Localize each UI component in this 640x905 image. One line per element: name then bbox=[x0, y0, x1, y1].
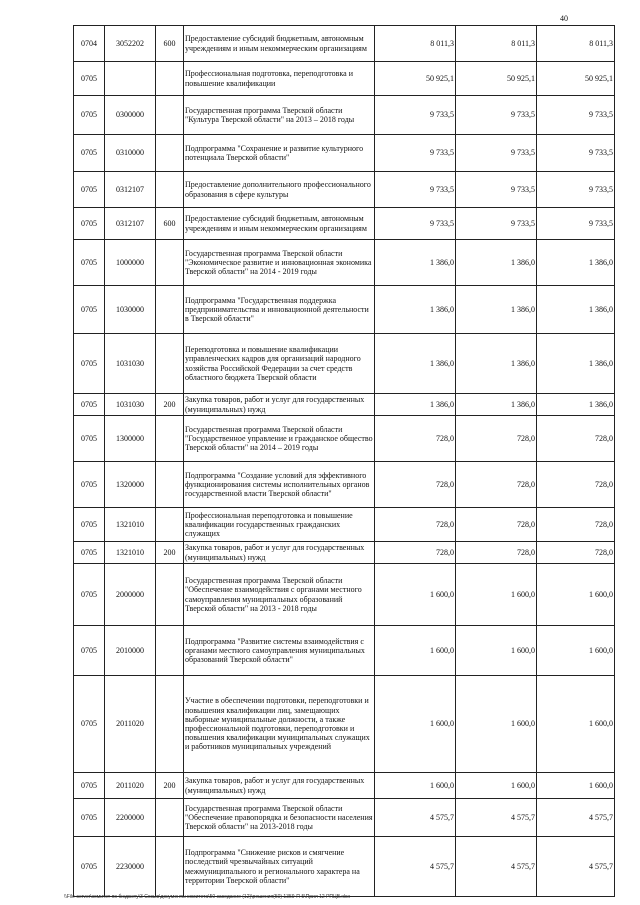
expense-type-cell bbox=[156, 286, 184, 334]
table-row bbox=[74, 773, 615, 799]
amount-year2-cell: 1 600,0 bbox=[456, 773, 537, 799]
expense-type-cell: 200 bbox=[156, 773, 184, 799]
amount-year1-cell: 1 600,0 bbox=[375, 773, 456, 799]
amount-year3-cell: 9 733,5 bbox=[537, 96, 615, 135]
target-article-cell: 1030000 bbox=[105, 286, 156, 334]
amount-year2-cell: 728,0 bbox=[456, 462, 537, 508]
expense-type-cell: 600 bbox=[156, 208, 184, 240]
amount-year2-cell: 1 386,0 bbox=[456, 334, 537, 394]
expense-type-cell bbox=[156, 508, 184, 542]
target-article-cell: 2010000 bbox=[105, 626, 156, 676]
amount-year1-cell: 1 386,0 bbox=[375, 286, 456, 334]
target-article-cell: 1000000 bbox=[105, 240, 156, 286]
amount-year1-cell: 1 600,0 bbox=[375, 676, 456, 773]
item-name-cell: Предоставление дополнительного профессионального образования в сфере культуры bbox=[184, 172, 375, 208]
amount-year3-cell: 9 733,5 bbox=[537, 172, 615, 208]
target-article-cell: 0310000 bbox=[105, 135, 156, 172]
amount-year2-cell: 728,0 bbox=[456, 542, 537, 564]
item-name-cell: Профессиональная подготовка, переподготовка и повышение квалификации bbox=[184, 62, 375, 96]
section-code-cell: 0705 bbox=[74, 676, 105, 773]
target-article-cell: 0312107 bbox=[105, 208, 156, 240]
section-code-cell: 0705 bbox=[74, 135, 105, 172]
amount-year3-cell: 728,0 bbox=[537, 542, 615, 564]
amount-year2-cell: 1 386,0 bbox=[456, 286, 537, 334]
item-name-cell: Переподготовка и повышение квалификации управленческих кадров для организаций народного хозяйства Российской Федерации за счет средств областного бюджета Тверской области bbox=[184, 334, 375, 394]
table-row bbox=[74, 564, 615, 626]
target-article-cell: 1321010 bbox=[105, 542, 156, 564]
table-row bbox=[74, 837, 615, 897]
target-article-cell: 1320000 bbox=[105, 462, 156, 508]
table-row bbox=[74, 240, 615, 286]
expense-type-cell bbox=[156, 135, 184, 172]
amount-year1-cell: 728,0 bbox=[375, 416, 456, 462]
item-name-cell: Закупка товаров, работ и услуг для государственных (муниципальных) нужд bbox=[184, 394, 375, 416]
amount-year3-cell: 4 575,7 bbox=[537, 837, 615, 897]
target-article-cell: 2000000 bbox=[105, 564, 156, 626]
amount-year2-cell: 728,0 bbox=[456, 416, 537, 462]
target-article-cell: 2011020 bbox=[105, 676, 156, 773]
section-code-cell: 0705 bbox=[74, 240, 105, 286]
amount-year3-cell: 9 733,5 bbox=[537, 135, 615, 172]
expense-type-cell bbox=[156, 172, 184, 208]
expense-type-cell: 200 bbox=[156, 542, 184, 564]
amount-year1-cell: 728,0 bbox=[375, 508, 456, 542]
item-name-cell: Подпрограмма "Государственная поддержка предпринимательства и инновационной деятельности в Тверской области" bbox=[184, 286, 375, 334]
item-name-cell: Подпрограмма "Снижение рисков и смягчение последствий чрезвычайных ситуаций межмуниципального и регионального характера на территории Тверской области" bbox=[184, 837, 375, 897]
budget-table bbox=[73, 25, 615, 897]
expense-type-cell bbox=[156, 564, 184, 626]
amount-year1-cell: 4 575,7 bbox=[375, 837, 456, 897]
section-code-cell: 0705 bbox=[74, 462, 105, 508]
item-name-cell: Государственная программа Тверской области "Культура Тверской области" на 2013 – 2018 годы bbox=[184, 96, 375, 135]
target-article-cell bbox=[105, 62, 156, 96]
target-article-cell: 0300000 bbox=[105, 96, 156, 135]
amount-year3-cell: 1 600,0 bbox=[537, 564, 615, 626]
table-row bbox=[74, 394, 615, 416]
amount-year2-cell: 4 575,7 bbox=[456, 837, 537, 897]
expense-type-cell bbox=[156, 62, 184, 96]
amount-year1-cell: 9 733,5 bbox=[375, 135, 456, 172]
target-article-cell: 2011020 bbox=[105, 773, 156, 799]
table-row bbox=[74, 799, 615, 837]
amount-year1-cell: 1 600,0 bbox=[375, 626, 456, 676]
amount-year3-cell: 1 386,0 bbox=[537, 394, 615, 416]
section-code-cell: 0705 bbox=[74, 286, 105, 334]
expense-type-cell: 600 bbox=[156, 26, 184, 62]
section-code-cell: 0705 bbox=[74, 542, 105, 564]
amount-year3-cell: 1 600,0 bbox=[537, 626, 615, 676]
target-article-cell: 0312107 bbox=[105, 172, 156, 208]
item-name-cell: Подпрограмма "Сохранение и развитие культурного потенциала Тверской области" bbox=[184, 135, 375, 172]
table-row bbox=[74, 135, 615, 172]
amount-year1-cell: 50 925,1 bbox=[375, 62, 456, 96]
page-number: 40 bbox=[560, 14, 568, 23]
amount-year3-cell: 1 386,0 bbox=[537, 334, 615, 394]
item-name-cell: Государственная программа Тверской области "Обеспечение взаимодействия с органами местного самоуправления муниципальных образований Тверской области" на 2013 - 2018 годы bbox=[184, 564, 375, 626]
amount-year3-cell: 4 575,7 bbox=[537, 799, 615, 837]
section-code-cell: 0705 bbox=[74, 334, 105, 394]
item-name-cell: Участие в обеспечении подготовки, переподготовки и повышения квалификации лиц, замещающих выборные муниципальные должности, а также профессиональной подготовки, переподготовки и повышения квалификации муниципальных служащих и работников муниципальных учреждений bbox=[184, 676, 375, 773]
amount-year2-cell: 9 733,5 bbox=[456, 172, 537, 208]
table-row bbox=[74, 172, 615, 208]
item-name-cell: Предоставление субсидий бюджетным, автономным учреждениям и иным некоммерческим организациям bbox=[184, 26, 375, 62]
item-name-cell: Подпрограмма "Развитие системы взаимодействия с органами местного самоуправления муниципальных образований Тверской области" bbox=[184, 626, 375, 676]
amount-year1-cell: 1 386,0 bbox=[375, 334, 456, 394]
amount-year1-cell: 9 733,5 bbox=[375, 208, 456, 240]
section-code-cell: 0705 bbox=[74, 96, 105, 135]
amount-year2-cell: 50 925,1 bbox=[456, 62, 537, 96]
amount-year3-cell: 8 011,3 bbox=[537, 26, 615, 62]
expense-type-cell bbox=[156, 240, 184, 286]
amount-year3-cell: 728,0 bbox=[537, 462, 615, 508]
amount-year1-cell: 9 733,5 bbox=[375, 172, 456, 208]
table-row bbox=[74, 542, 615, 564]
section-code-cell: 0705 bbox=[74, 416, 105, 462]
table-row bbox=[74, 26, 615, 62]
amount-year2-cell: 9 733,5 bbox=[456, 96, 537, 135]
amount-year3-cell: 1 600,0 bbox=[537, 773, 615, 799]
amount-year1-cell: 1 386,0 bbox=[375, 394, 456, 416]
expense-type-cell bbox=[156, 626, 184, 676]
amount-year3-cell: 50 925,1 bbox=[537, 62, 615, 96]
amount-year3-cell: 1 600,0 bbox=[537, 676, 615, 773]
amount-year2-cell: 9 733,5 bbox=[456, 135, 537, 172]
table-row bbox=[74, 62, 615, 96]
amount-year2-cell: 1 600,0 bbox=[456, 676, 537, 773]
item-name-cell: Государственная программа Тверской области "Экономическое развитие и инновационная экономика Тверской области" на 2014 - 2019 годы bbox=[184, 240, 375, 286]
amount-year3-cell: 1 386,0 bbox=[537, 240, 615, 286]
amount-year3-cell: 728,0 bbox=[537, 508, 615, 542]
item-name-cell: Профессиональная переподготовка и повышение квалификации государственных гражданских служащих bbox=[184, 508, 375, 542]
section-code-cell: 0705 bbox=[74, 208, 105, 240]
expense-type-cell bbox=[156, 799, 184, 837]
expense-type-cell: 200 bbox=[156, 394, 184, 416]
section-code-cell: 0705 bbox=[74, 773, 105, 799]
amount-year1-cell: 8 011,3 bbox=[375, 26, 456, 62]
expense-type-cell bbox=[156, 676, 184, 773]
amount-year2-cell: 728,0 bbox=[456, 508, 537, 542]
table-row bbox=[74, 508, 615, 542]
section-code-cell: 0705 bbox=[74, 62, 105, 96]
section-code-cell: 0705 bbox=[74, 394, 105, 416]
target-article-cell: 3052202 bbox=[105, 26, 156, 62]
amount-year2-cell: 8 011,3 bbox=[456, 26, 537, 62]
table-row bbox=[74, 676, 615, 773]
amount-year2-cell: 1 386,0 bbox=[456, 240, 537, 286]
item-name-cell: Предоставление субсидий бюджетным, автономным учреждениям и иным некоммерческим организациям bbox=[184, 208, 375, 240]
item-name-cell: Государственная программа Тверской области "Обеспечение правопорядка и безопасности населения Тверской области" на 2013-2018 годы bbox=[184, 799, 375, 837]
section-code-cell: 0705 bbox=[74, 564, 105, 626]
expense-type-cell bbox=[156, 96, 184, 135]
table-row bbox=[74, 96, 615, 135]
table-row bbox=[74, 416, 615, 462]
amount-year1-cell: 9 733,5 bbox=[375, 96, 456, 135]
item-name-cell: Закупка товаров, работ и услуг для государственных (муниципальных) нужд bbox=[184, 773, 375, 799]
section-code-cell: 0705 bbox=[74, 626, 105, 676]
amount-year3-cell: 728,0 bbox=[537, 416, 615, 462]
expense-type-cell bbox=[156, 837, 184, 897]
table-row bbox=[74, 462, 615, 508]
section-code-cell: 0704 bbox=[74, 26, 105, 62]
target-article-cell: 1300000 bbox=[105, 416, 156, 462]
target-article-cell: 1321010 bbox=[105, 508, 156, 542]
amount-year3-cell: 9 733,5 bbox=[537, 208, 615, 240]
amount-year1-cell: 1 600,0 bbox=[375, 564, 456, 626]
amount-year1-cell: 728,0 bbox=[375, 462, 456, 508]
amount-year2-cell: 4 575,7 bbox=[456, 799, 537, 837]
amount-year2-cell: 1 600,0 bbox=[456, 564, 537, 626]
amount-year2-cell: 1 386,0 bbox=[456, 394, 537, 416]
amount-year2-cell: 9 733,5 bbox=[456, 208, 537, 240]
table-row bbox=[74, 208, 615, 240]
target-article-cell: 2200000 bbox=[105, 799, 156, 837]
table-row bbox=[74, 286, 615, 334]
table-row bbox=[74, 334, 615, 394]
amount-year1-cell: 728,0 bbox=[375, 542, 456, 564]
item-name-cell: Подпрограмма "Создание условий для эффективного функционирования системы исполнительных органов государственной власти Тверской области" bbox=[184, 462, 375, 508]
expense-type-cell bbox=[156, 462, 184, 508]
amount-year1-cell: 1 386,0 bbox=[375, 240, 456, 286]
amount-year3-cell: 1 386,0 bbox=[537, 286, 615, 334]
amount-year2-cell: 1 600,0 bbox=[456, 626, 537, 676]
section-code-cell: 0705 bbox=[74, 508, 105, 542]
target-article-cell: 1031030 bbox=[105, 334, 156, 394]
expense-type-cell bbox=[156, 416, 184, 462]
section-code-cell: 0705 bbox=[74, 837, 105, 897]
target-article-cell: 2230000 bbox=[105, 837, 156, 897]
target-article-cell: 1031030 bbox=[105, 394, 156, 416]
table-row bbox=[74, 626, 615, 676]
item-name-cell: Закупка товаров, работ и услуг для государственных (муниципальных) нужд bbox=[184, 542, 375, 564]
amount-year1-cell: 4 575,7 bbox=[375, 799, 456, 837]
item-name-cell: Государственная программа Тверской области "Государственное управление и гражданское общество Тверской области" на 2014 – 2019 годы bbox=[184, 416, 375, 462]
section-code-cell: 0705 bbox=[74, 799, 105, 837]
footer-file-path: \\File-server\комитет по бюджету\3 Созыв\документы комитета\50 заседание (12)\решения(50) 1359-П-5\Прил 12 РПЦВ.xlsx bbox=[64, 894, 351, 900]
expense-type-cell bbox=[156, 334, 184, 394]
section-code-cell: 0705 bbox=[74, 172, 105, 208]
